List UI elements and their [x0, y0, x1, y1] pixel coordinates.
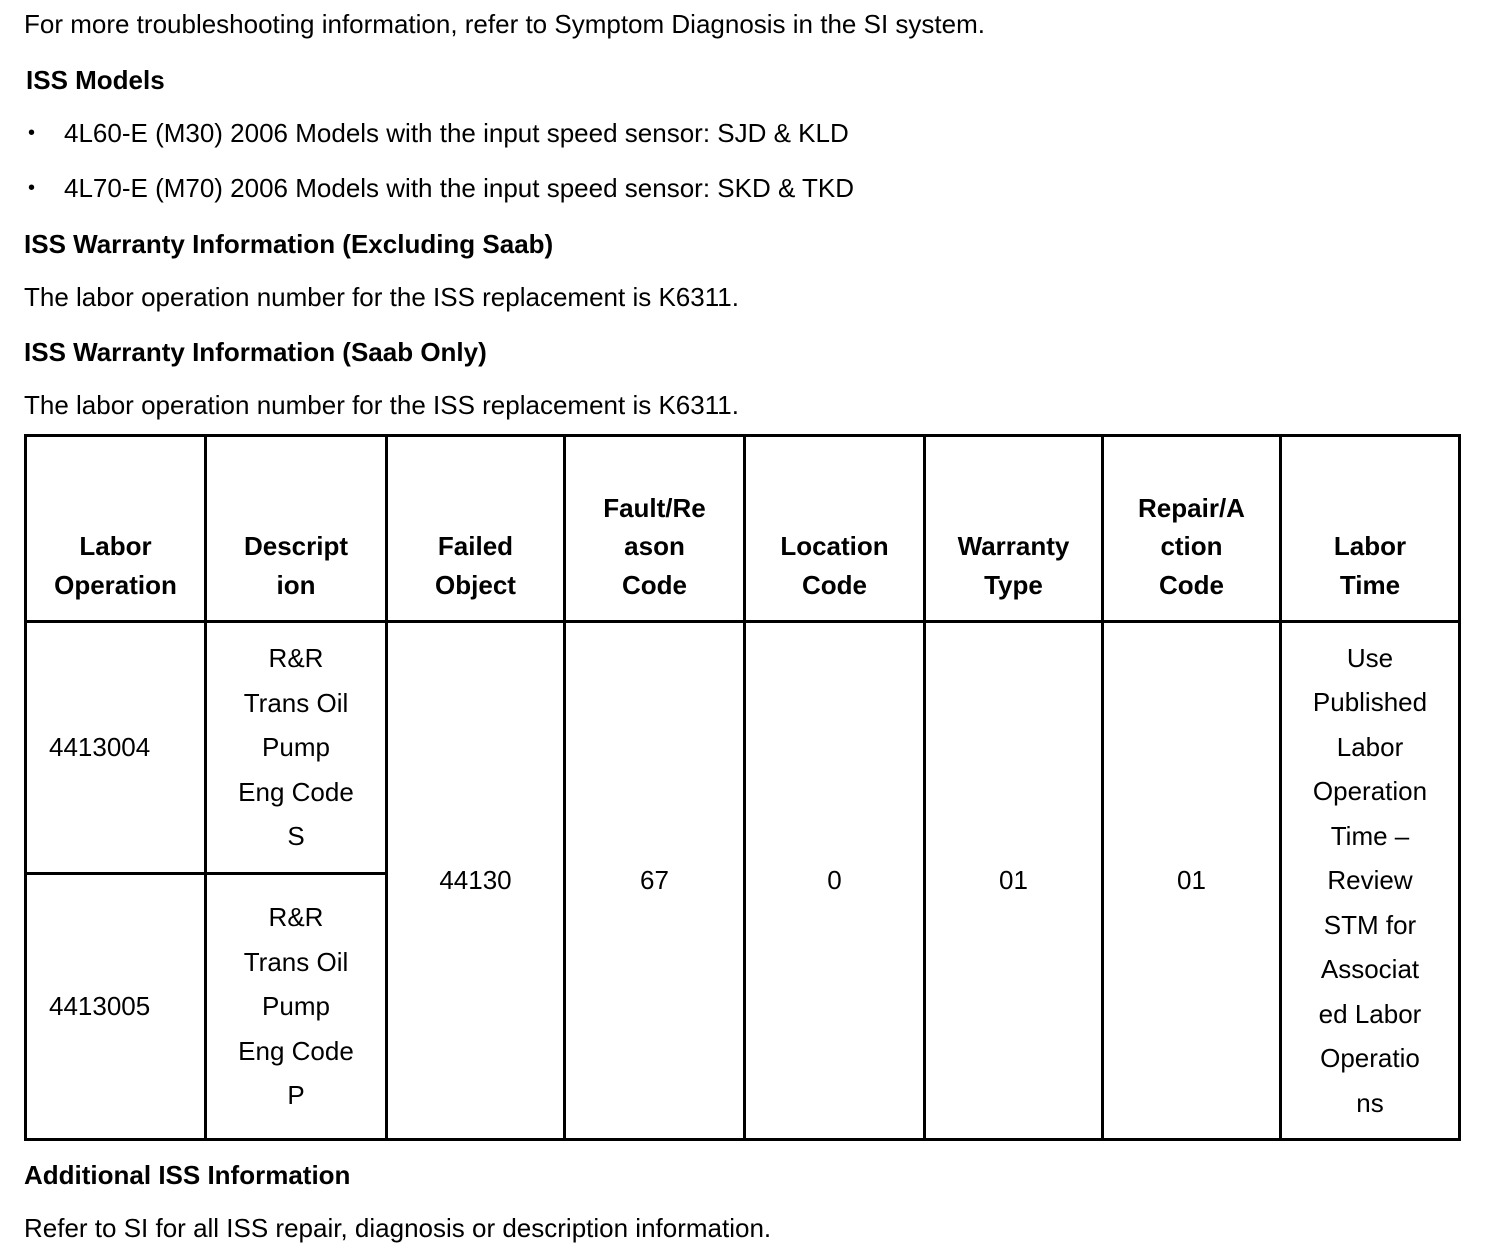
models-heading: ISS Models	[26, 65, 165, 95]
additional-heading: Additional ISS Information	[24, 1160, 351, 1190]
cell-location-code: 0	[745, 622, 925, 1140]
cell-labor-operation: 4413005	[26, 874, 206, 1140]
cell-warranty-type: 01	[925, 622, 1103, 1140]
intro-text: For more troubleshooting information, refer to Symptom Diagnosis in the SI system.	[24, 9, 985, 39]
bullet-icon: •	[28, 177, 36, 199]
warranty-saab-heading: ISS Warranty Information (Saab Only)	[24, 337, 487, 367]
cell-repair-action-code: 01	[1103, 622, 1281, 1140]
cell-fault-reason-code: 67	[565, 622, 745, 1140]
warranty-saab-text: The labor operation number for the ISS replacement is K6311.	[24, 390, 739, 420]
column-header-location-code: Location Code	[745, 436, 925, 622]
cell-labor-time: Use Published Labor Operation Time – Review STM for Associat ed Labor Operatio ns	[1281, 622, 1460, 1140]
warranty-excl-text: The labor operation number for the ISS replacement is K6311.	[24, 282, 739, 312]
cell-failed-object: 44130	[387, 622, 565, 1140]
additional-text: Refer to SI for all ISS repair, diagnosis or description information.	[24, 1213, 772, 1243]
column-header-repair-action-code: Repair/A ction Code	[1103, 436, 1281, 622]
table-header-row	[26, 436, 1460, 622]
column-header-warranty-type: Warranty Type	[925, 436, 1103, 622]
column-header-labor-time: Labor Time	[1281, 436, 1460, 622]
column-header-failed-object: Failed Object	[387, 436, 565, 622]
column-header-fault-reason-code: Fault/Re ason Code	[565, 436, 745, 622]
cell-description: R&R Trans Oil Pump Eng Code P	[206, 874, 387, 1140]
list-item-text: 4L60-E (M30) 2006 Models with the input speed sensor: SJD & KLD	[64, 118, 849, 148]
table-row	[26, 622, 1460, 874]
column-header-labor-operation: Labor Operation	[26, 436, 206, 622]
cell-labor-operation: 4413004	[26, 622, 206, 874]
bullet-icon: •	[28, 122, 36, 144]
column-header-description: Descript ion	[206, 436, 387, 622]
list-item-text: 4L70-E (M70) 2006 Models with the input speed sensor: SKD & TKD	[64, 173, 855, 203]
cell-description: R&R Trans Oil Pump Eng Code S	[206, 622, 387, 874]
warranty-excl-heading: ISS Warranty Information (Excluding Saab)	[24, 229, 554, 259]
warranty-table	[24, 434, 1461, 1141]
